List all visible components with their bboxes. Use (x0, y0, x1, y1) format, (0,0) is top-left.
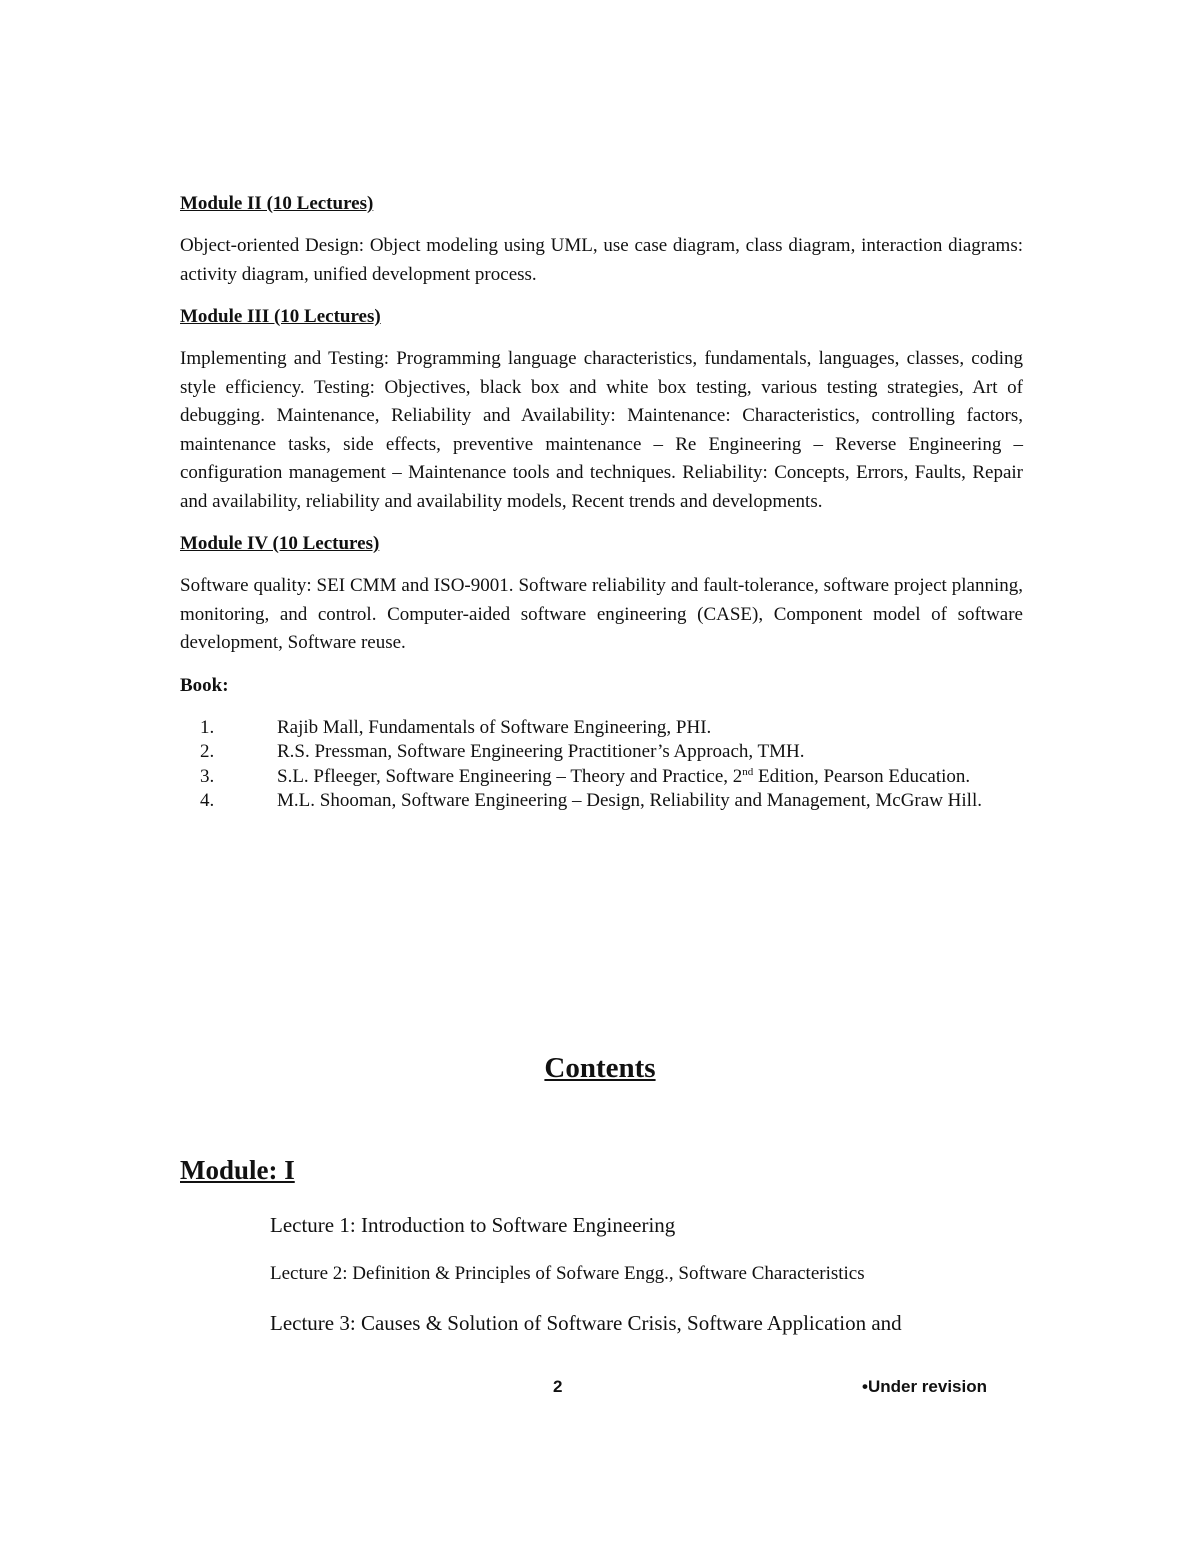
book-item (180, 716, 1023, 741)
contents-title: Contents (544, 1052, 656, 1084)
book-reference: Rajib Mall, Fundamentals of Software Engineering, PHI. (277, 716, 712, 738)
book-item (180, 789, 1023, 814)
book-number: 4. (200, 790, 215, 811)
book-list (180, 716, 1023, 814)
module-3-description: Implementing and Testing: Programming language characteristics, fundamentals, languages, classes, coding style efficiency. Testing: Objectives, black box and white box testing, various testing strategies, Art of debugging. Maintenance, Reliability and Availability: Maintenance: Characteristics, controlling factors, maintenance tasks, side effects, preventive maintenance – Re Engineering – Reverse Engineering – configuration management – Maintenance tools and techniques. Reliability: Concepts, Errors, Faults, Repair and availability, reliability and availability models, Recent trends and developments. (180, 348, 1023, 512)
book-item (180, 740, 1023, 765)
module-3-heading: Module III (10 Lectures) (180, 306, 381, 327)
ordinal-superscript: nd (742, 765, 754, 778)
book-reference: M.L. Shooman, Software Engineering – Design, Reliability and Management, McGraw Hill. (277, 790, 982, 811)
book-reference-part: S.L. Pfleeger, Software Engineering – Theory and Practice, 2 (277, 765, 743, 787)
toc-lecture-1: Lecture 1: Introduction to Software Engineering (270, 1213, 676, 1237)
book-number: 3. (200, 765, 215, 787)
book-reference-part: Edition, Pearson Education. (753, 765, 971, 787)
book-number: 2. (200, 741, 215, 762)
revision-note: •Under revision (862, 1377, 987, 1396)
toc-lecture-3: Lecture 3: Causes & Solution of Software Crisis, Software Application and (270, 1311, 902, 1335)
module-4-description: Software quality: SEI CMM and ISO-9001. Software reliability and fault-tolerance, software project planning, monitoring, and control. Computer-aided software engineering (CASE), Component model of software development, Software reuse. (180, 575, 1023, 653)
book-reference: R.S. Pressman, Software Engineering Practitioner’s Approach, TMH. (277, 741, 805, 762)
toc-lecture-2: Lecture 2: Definition & Principles of Sofware Engg., Software Characteristics (270, 1263, 865, 1284)
books-heading: Book: (180, 674, 229, 696)
page-number: 2 (553, 1377, 563, 1396)
book-number: 1. (200, 716, 215, 738)
toc-module-heading: Module: I (180, 1155, 295, 1185)
module-4-heading: Module IV (10 Lectures) (180, 533, 380, 554)
module-2-heading: Module II (10 Lectures) (180, 193, 374, 214)
book-item (180, 765, 1023, 790)
book-reference (277, 765, 1023, 790)
syllabus-section (180, 190, 1023, 814)
module-2-description: Object-oriented Design: Object modeling using UML, use case diagram, class diagram, interaction diagrams: activity diagram, unified development process. (180, 235, 1023, 285)
